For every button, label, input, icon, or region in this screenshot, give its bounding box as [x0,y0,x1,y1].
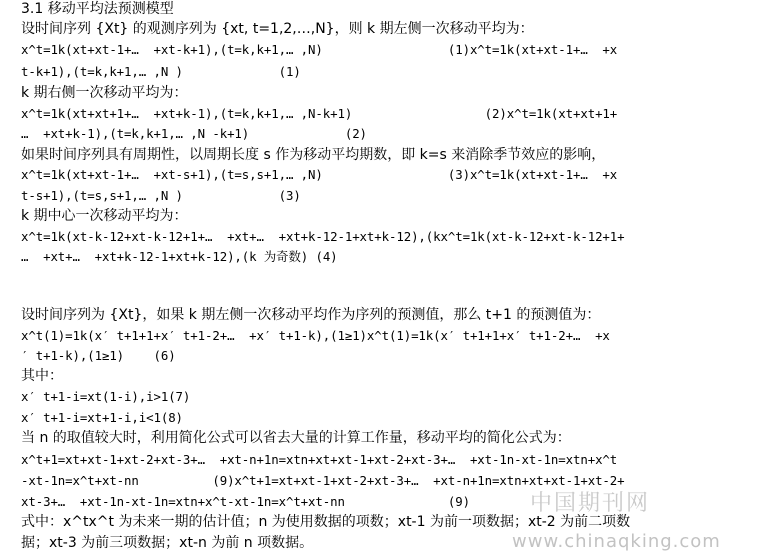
formula-line: … +xt+k-1),(t=k,k+1,… ,N -k+1) (2) [21,126,367,141]
text-line: 设时间序列为 {Xt}，如果 k 期左侧一次移动平均作为序列的预测值，那么 t+1 的预测值为： [21,307,601,323]
formula-line: x′ t+1-i=xt(1-i),i>1(7) [21,389,191,404]
formula-line: ′ t+1-k),(1≥1) (6) [21,348,176,363]
formula-line: x^t(1)=1k(x′ t+1+1+x′ t+1-2+… +x′ t+1-k),(1≥1)x^t(1)=1k(x′ t+1+1+x′ t+1-2+… +x [21,328,610,343]
watermark-chinese: 中国期刊网 [530,491,651,516]
formula-line: x^t+1=xt+xt-1+xt-2+xt-3+… +xt-n+1n=xtn+xt+xt-1+xt-2+xt-3+… +xt-1n-xt-1n=xtn+x^t [21,452,618,467]
text-line: 其中： [21,368,63,384]
formula-line: -xt-1n=x^t+xt-nn (9)x^t+1=xt+xt-1+xt-2+xt-3+… +xt-n+1n=xtn+xt+xt-1+xt-2+ [21,473,625,488]
section-heading: 3.1 移动平均法预测模型 [21,1,174,17]
formula-line: x^t=1k(xt+xt-1+… +xt-s+1),(t=s,s+1,… ,N) (3)x^t=1k(xt+xt-1+… +x [21,167,618,182]
formula-line: x^t=1k(xt+xt+1+… +xt+k-1),(t=k,k+1,… ,N-k+1) (2)x^t=1k(xt+xt+1+ [21,106,618,121]
formula-line: x′ t+1-i=xt+1-i,i<1(8) [21,410,183,425]
formula-line: … +xt+… +xt+k-12-1+xt+k-12),(k 为奇数) (4) [21,249,338,264]
text-line: 如果时间序列具有周期性，以周期长度 s 作为移动平均期数，即 k=s 来消除季节效应的影响， [21,147,606,163]
formula-line: x^t=1k(xt-k-12+xt-k-12+1+… +xt+… +xt+k-12-1+xt+k-12),(kx^t=1k(xt-k-12+xt-k-12+1+ [21,229,625,244]
formula-line: xt-3+… +xt-1n-xt-1n=xtn+x^t-xt-1n=x^t+xt-nn (9) [21,494,470,509]
text-line: 设时间序列 {Xt} 的观测序列为 {xt, t=1,2,…,N}，则 k 期左侧一次移动平均为： [21,21,534,37]
text-line: k 期中心一次移动平均为： [21,208,188,224]
text-line: 当 n 的取值较大时，利用简化公式可以省去大量的计算工作量，移动平均的简化公式为： [21,430,571,446]
text-line: k 期右侧一次移动平均为： [21,85,188,101]
formula-line: x^t=1k(xt+xt-1+… +xt-k+1),(t=k,k+1,… ,N) (1)x^t=1k(xt+xt-1+… +x [21,42,618,57]
formula-line: t-s+1),(t=s,s+1,… ,N ) (3) [21,188,301,203]
formula-line: t-k+1),(t=k,k+1,… ,N ) (1) [21,64,301,79]
text-line: 据；xt-3 为前三项数据；xt-n 为前 n 项数据。 [21,535,314,551]
watermark-url: www.chinaqking.com [512,531,721,552]
text-line: 式中：x^tx^t 为未来一期的估计值；n 为使用数据的项数；xt-1 为前一项数据；xt-2 为前二项数 [21,514,631,530]
